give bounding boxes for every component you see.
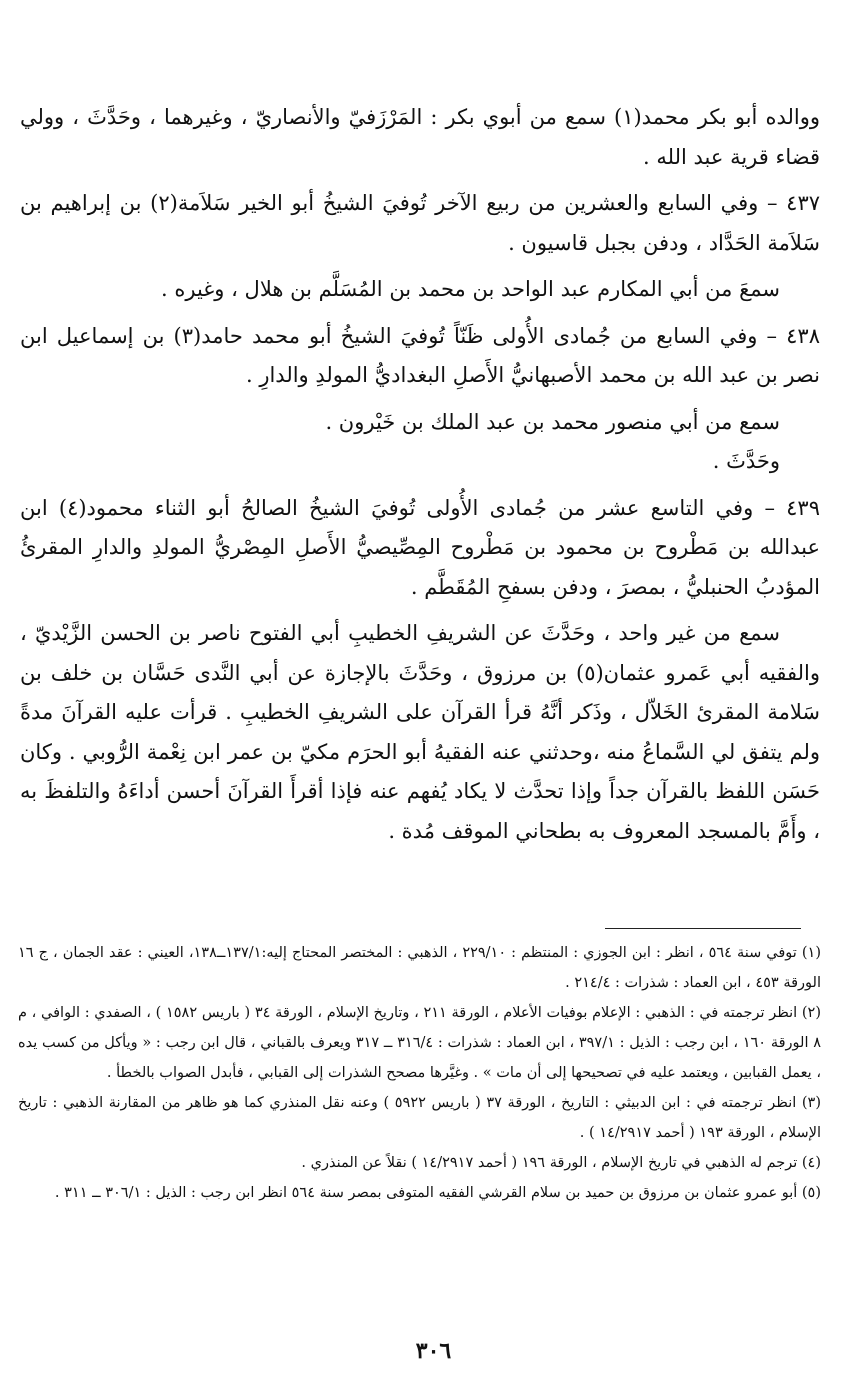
entry-437: ٤٣٧ – وفي السابع والعشرين من ربيع الآخر تُوفيَ الشيخُ أبو الخير سَلاَمة(٢) بن إبراهيم بن سَلاَمة الحَدَّاد ، ودفن بجبل قاسيون .	[20, 191, 821, 255]
entry-439: ٤٣٩ – وفي التاسع عشر من جُمادى الأُولى تُوفيَ الشيخُ الصالحُ أبو الثناء محمود(٤) ابن عبدالله بن مَطْروح بن محمود بن مَطْروح المِصِّيصيُّ الأَصلِ المِصْريُّ المولدِ والدارِ المقرئُ المؤدبُ الحنبليُّ ، بمصرَ ، ودفن بسفحِ المُقَطَّم .	[20, 495, 820, 599]
main-text	[20, 98, 820, 858]
paragraph-heard-from-abu-al-makarim: سمعَ من أبي المكارم عبد الواحد بن محمد بن المُسَلَّم بن هلال ، وغيره .	[161, 277, 780, 301]
paragraph-narrated: وحَدَّثَ .	[712, 449, 780, 473]
page-number: ٣٠٦	[415, 1338, 452, 1364]
paragraph-heard-from-many: سمع من غير واحد ، وحَدَّثَ عن الشريفِ الخطيبِ أبي الفتوح ناصر بن الحسن الزَّيْديّ ، والفقيه أبي عَمرو عثمان(٥) بن مرزوق ، وحَدَّثَ بالإجازة عن أبي النَّدى حَسَّان بن خلف بن سَلامة المقرئ الخَلاّل ، وذَكر أنَّهُ قرأ القرآن على الشريفِ الخطيبِ . قرأت عليه القرآنَ مدةً ولم يتفق لي السَّماعُ منه ،وحدثني عنه الفقيهُ أبو الحرَم مكيّ بن عمر ابن نِعْمة الرُّوبي . وكان حَسَن اللفظ بالقرآن جداً وإذا تحدَّث لا يكاد يُفهم عنه فإذا أقرأَ القرآنَ أحسن أداءَهُ والتلفظَ به ، وأَمَّ بالمسجد المعروف به بطحاني الموقف مُدة .	[20, 621, 820, 843]
footnote-1: (١) توفي سنة ٥٦٤ ، انظر : ابن الجوزي : المنتظم : ٢٢٩/١٠ ، الذهبي : المختصر المحتاج إليه:١٣٧/١ــ١٣٨، العيني : عقد الجمان ، ج ١٦ الورقة ٤٥٣ ، ابن العماد : شذرات : ٢١٤/٤ .	[18, 945, 821, 991]
footnote-4: (٤) ترجم له الذهبي في تاريخ الإسلام ، الورقة ١٩٦ ( أحمد ١٤/٢٩١٧ ) نقلاً عن المنذري .	[301, 1155, 821, 1171]
footnote-divider	[605, 928, 801, 929]
paragraph-father-abu-bakr: ووالده أبو بكر محمد(١) سمع من أبوي بكر : المَرْزَفيّ والأنصاريّ ، وغيرهما ، وحَدَّثَ ، وولي قضاء قرية عبد الله .	[20, 105, 820, 169]
footnotes	[18, 938, 821, 1208]
entry-438: ٤٣٨ – وفي السابع من جُمادى الأُولى ظَنّاً تُوفيَ الشيخُ أبو محمد حامد(٣) بن إسماعيل ابن نصر بن عبد الله بن محمد الأصبهانيُّ الأَصلِ البغداديُّ المولدِ والدارِ .	[20, 323, 820, 387]
paragraph-heard-from-abu-mansur: سمع من أبي منصور محمد بن عبد الملك بن خَيْرون .	[325, 409, 780, 434]
footnote-5: (٥) أبو عمرو عثمان بن مرزوق بن حميد بن سلام القرشي الفقيه المتوفى بمصر سنة ٥٦٤ انظر ابن رجب : الذيل : ٣٠٦/١ ــ ٣١١ .	[54, 1185, 821, 1201]
footnote-3: (٣) انظر ترجمته في : ابن الدبيثي : التاريخ ، الورقة ٣٧ ( باريس ٥٩٢٢ ) وعنه نقل المنذري كما هو ظاهر من المقارنة الذهبي : تاريخ الإسلام ، الورقة ١٩٣ ( أحمد ١٤/٢٩١٧ ) .	[18, 1095, 821, 1141]
footnote-2: (٢) انظر ترجمته في : الذهبي : الإعلام بوفيات الأعلام ، الورقة ٢١١ ، وتاريخ الإسلام ، الورقة ٣٤ ( باريس ١٥٨٢ ) ، الصفدي : الوافي ، م ٨ الورقة ١٦٠ ، ابن رجب : الذيل : ٣٩٧/١ ، ابن العماد : شذرات : ٣١٦/٤ ــ ٣١٧ ويعرف بالقباني ، قال ابن رجب : « ويأكل من كسب يده ، يعمل القبابين ، ويعتمد عليه في تصحيحها إلى أن مات » . وغيَّرها مصحح الشذرات إلى القبابي ، فأبدل الصواب بالخطأ .	[18, 1005, 822, 1081]
